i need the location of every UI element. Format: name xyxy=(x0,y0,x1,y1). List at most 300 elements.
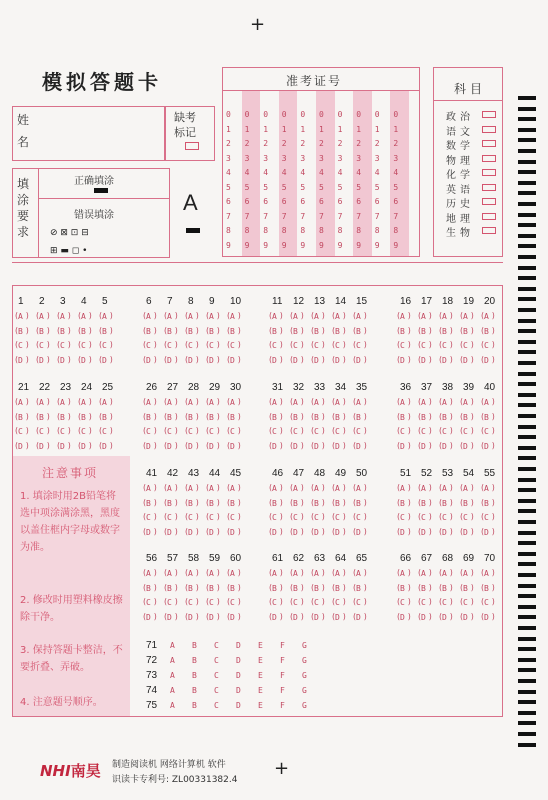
option-bubble[interactable]: A xyxy=(356,569,361,578)
option-bubble[interactable]: A xyxy=(146,312,151,321)
option-bubble[interactable]: C xyxy=(356,598,361,607)
option-bubble[interactable]: D xyxy=(335,355,340,365)
exam-digit-bubble[interactable]: 7 xyxy=(244,211,250,221)
option-bubble[interactable]: B xyxy=(230,498,235,508)
option-bubble[interactable]: A xyxy=(421,398,426,407)
option-bubble[interactable]: A xyxy=(39,312,44,321)
option-bubble[interactable]: A xyxy=(146,569,151,578)
option-bubble[interactable]: D xyxy=(236,701,241,710)
option-bubble[interactable]: D xyxy=(209,355,214,365)
exam-digit-bubble[interactable]: 4 xyxy=(337,168,343,177)
option-bubble[interactable]: B xyxy=(335,412,340,422)
option-bubble[interactable]: A xyxy=(60,398,65,407)
exam-digit-bubble[interactable]: 5 xyxy=(356,182,362,192)
option-bubble[interactable]: A xyxy=(188,398,193,407)
option-bubble[interactable]: A xyxy=(230,312,235,321)
option-bubble[interactable]: D xyxy=(335,612,340,622)
option-bubble[interactable]: D xyxy=(146,612,151,622)
option-bubble[interactable]: B xyxy=(484,412,489,422)
option-bubble[interactable]: C xyxy=(442,427,447,436)
option-bubble[interactable]: D xyxy=(272,355,277,365)
exam-digit-bubble[interactable]: 6 xyxy=(337,197,343,206)
exam-digit-bubble[interactable]: 9 xyxy=(356,240,362,250)
exam-digit-bubble[interactable]: 6 xyxy=(300,197,306,206)
exam-digit-bubble[interactable]: 5 xyxy=(337,182,343,192)
option-bubble[interactable]: D xyxy=(463,355,468,365)
option-bubble[interactable]: B xyxy=(146,326,151,336)
option-bubble[interactable]: A xyxy=(188,569,193,578)
option-bubble[interactable]: D xyxy=(442,612,447,622)
exam-digit-bubble[interactable]: 1 xyxy=(300,124,306,134)
option-bubble[interactable]: B xyxy=(209,498,214,508)
exam-digit-bubble[interactable]: 9 xyxy=(300,240,306,250)
option-bubble[interactable]: D xyxy=(81,355,86,365)
option-bubble[interactable]: F xyxy=(280,656,285,665)
exam-digit-bubble[interactable]: 2 xyxy=(356,139,362,148)
option-bubble[interactable]: B xyxy=(272,326,277,336)
exam-digit-bubble[interactable]: 4 xyxy=(300,168,306,177)
option-bubble[interactable]: A xyxy=(81,398,86,407)
option-bubble[interactable]: A xyxy=(463,312,468,321)
exam-digit-bubble[interactable]: 9 xyxy=(337,240,343,250)
option-bubble[interactable]: B xyxy=(484,498,489,508)
option-bubble[interactable]: D xyxy=(188,355,193,365)
option-bubble[interactable]: D xyxy=(188,612,193,622)
exam-digit-bubble[interactable]: 2 xyxy=(226,139,231,148)
option-bubble[interactable]: A xyxy=(442,484,447,493)
exam-digit-bubble[interactable]: 9 xyxy=(319,240,324,250)
option-bubble[interactable]: A xyxy=(230,569,235,578)
option-bubble[interactable]: C xyxy=(272,598,277,607)
option-bubble[interactable]: C xyxy=(335,427,340,436)
option-bubble[interactable]: B xyxy=(400,498,405,508)
option-bubble[interactable]: A xyxy=(421,312,426,321)
option-bubble[interactable]: D xyxy=(463,441,468,451)
option-bubble[interactable]: D xyxy=(356,527,361,537)
exam-digit-bubble[interactable]: 8 xyxy=(393,226,399,235)
option-bubble[interactable]: C xyxy=(188,598,193,607)
option-bubble[interactable]: A xyxy=(356,398,361,407)
option-bubble[interactable]: B xyxy=(421,498,426,508)
exam-digit-bubble[interactable]: 6 xyxy=(374,197,380,206)
option-bubble[interactable]: C xyxy=(293,513,298,522)
option-bubble[interactable]: A xyxy=(400,484,405,493)
option-bubble[interactable]: B xyxy=(356,326,361,336)
exam-digit-bubble[interactable]: 5 xyxy=(226,182,231,192)
exam-digit-bubble[interactable]: 8 xyxy=(337,226,343,235)
option-bubble[interactable]: B xyxy=(146,583,151,593)
option-bubble[interactable]: B xyxy=(442,326,447,336)
option-bubble[interactable]: B xyxy=(167,412,172,422)
option-bubble[interactable]: C xyxy=(167,513,172,522)
option-bubble[interactable]: A xyxy=(314,484,319,493)
option-bubble[interactable]: D xyxy=(421,612,426,622)
option-bubble[interactable]: D xyxy=(167,612,172,622)
option-bubble[interactable]: D xyxy=(188,441,193,451)
exam-digit-bubble[interactable]: 9 xyxy=(226,240,231,250)
exam-digit-bubble[interactable]: 8 xyxy=(244,226,250,235)
option-bubble[interactable]: C xyxy=(484,341,489,350)
exam-digit-bubble[interactable]: 3 xyxy=(393,153,399,163)
exam-digit-bubble[interactable]: 4 xyxy=(319,168,324,177)
option-bubble[interactable]: A xyxy=(209,312,214,321)
option-bubble[interactable]: A xyxy=(400,569,405,578)
option-bubble[interactable]: D xyxy=(293,527,298,537)
option-bubble[interactable]: A xyxy=(421,484,426,493)
option-bubble[interactable]: C xyxy=(293,427,298,436)
option-bubble[interactable]: D xyxy=(442,355,447,365)
option-bubble[interactable]: B xyxy=(81,412,86,422)
option-bubble[interactable]: G xyxy=(302,671,307,680)
exam-digit-bubble[interactable]: 3 xyxy=(226,153,231,163)
exam-digit-bubble[interactable]: 8 xyxy=(263,226,269,235)
option-bubble[interactable]: D xyxy=(230,441,235,451)
option-bubble[interactable]: B xyxy=(209,326,214,336)
exam-digit-bubble[interactable]: 4 xyxy=(244,168,250,177)
option-bubble[interactable]: C xyxy=(442,513,447,522)
option-bubble[interactable]: C xyxy=(335,341,340,350)
option-bubble[interactable]: D xyxy=(314,612,319,622)
option-bubble[interactable]: D xyxy=(102,355,107,365)
option-bubble[interactable]: F xyxy=(280,641,285,650)
option-bubble[interactable]: A xyxy=(39,398,44,407)
option-bubble[interactable]: A xyxy=(335,569,340,578)
exam-digit-bubble[interactable]: 3 xyxy=(281,153,287,163)
option-bubble[interactable]: C xyxy=(314,427,319,436)
option-bubble[interactable]: C xyxy=(463,341,468,350)
option-bubble[interactable]: A xyxy=(442,398,447,407)
exam-digit-bubble[interactable]: 3 xyxy=(374,153,380,163)
option-bubble[interactable]: A xyxy=(230,398,235,407)
option-bubble[interactable]: C xyxy=(272,427,277,436)
option-bubble[interactable]: B xyxy=(192,686,197,695)
option-bubble[interactable]: A xyxy=(230,484,235,493)
exam-digit-bubble[interactable]: 1 xyxy=(356,124,362,134)
exam-digit-bubble[interactable]: 3 xyxy=(300,153,306,163)
option-bubble[interactable]: E xyxy=(258,686,263,695)
option-bubble[interactable]: E xyxy=(258,656,263,665)
option-bubble[interactable]: D xyxy=(39,441,44,451)
exam-digit-bubble[interactable]: 4 xyxy=(356,168,362,177)
option-bubble[interactable]: D xyxy=(236,656,241,665)
option-bubble[interactable]: C xyxy=(209,427,214,436)
option-bubble[interactable]: B xyxy=(272,412,277,422)
option-bubble[interactable]: B xyxy=(400,412,405,422)
exam-digit-bubble[interactable]: 0 xyxy=(374,110,380,119)
option-bubble[interactable]: D xyxy=(484,612,489,622)
option-bubble[interactable]: D xyxy=(18,441,23,451)
option-bubble[interactable]: B xyxy=(421,326,426,336)
option-bubble[interactable]: C xyxy=(293,598,298,607)
exam-digit-bubble[interactable]: 2 xyxy=(300,139,306,148)
option-bubble[interactable]: D xyxy=(146,441,151,451)
option-bubble[interactable]: B xyxy=(18,326,23,336)
option-bubble[interactable]: B xyxy=(146,412,151,422)
option-bubble[interactable]: D xyxy=(484,441,489,451)
option-bubble[interactable]: C xyxy=(81,427,86,436)
option-bubble[interactable]: C xyxy=(335,598,340,607)
option-bubble[interactable]: B xyxy=(102,326,107,336)
option-bubble[interactable]: D xyxy=(421,441,426,451)
option-bubble[interactable]: B xyxy=(60,412,65,422)
option-bubble[interactable]: C xyxy=(214,656,219,665)
option-bubble[interactable]: D xyxy=(230,612,235,622)
option-bubble[interactable]: D xyxy=(442,441,447,451)
exam-digit-bubble[interactable]: 7 xyxy=(300,211,306,221)
option-bubble[interactable]: C xyxy=(314,513,319,522)
exam-digit-bubble[interactable]: 9 xyxy=(244,240,250,250)
option-bubble[interactable]: B xyxy=(314,412,319,422)
exam-digit-bubble[interactable]: 5 xyxy=(393,182,399,192)
option-bubble[interactable]: B xyxy=(314,498,319,508)
option-bubble[interactable]: C xyxy=(39,341,44,350)
option-bubble[interactable]: F xyxy=(280,686,285,695)
option-bubble[interactable]: C xyxy=(18,427,23,436)
option-bubble[interactable]: A xyxy=(102,312,107,321)
option-bubble[interactable]: D xyxy=(209,441,214,451)
exam-digit-bubble[interactable]: 1 xyxy=(281,124,287,134)
option-bubble[interactable]: B xyxy=(102,412,107,422)
exam-digit-bubble[interactable]: 1 xyxy=(244,124,250,134)
option-bubble[interactable]: D xyxy=(314,355,319,365)
option-bubble[interactable]: D xyxy=(356,612,361,622)
exam-digit-bubble[interactable]: 0 xyxy=(319,110,324,119)
option-bubble[interactable]: B xyxy=(209,412,214,422)
option-bubble[interactable]: C xyxy=(272,341,277,350)
option-bubble[interactable]: A xyxy=(81,312,86,321)
exam-digit-bubble[interactable]: 8 xyxy=(356,226,362,235)
exam-digit-bubble[interactable]: 0 xyxy=(226,110,231,119)
option-bubble[interactable]: D xyxy=(188,527,193,537)
option-bubble[interactable]: C xyxy=(230,341,235,350)
option-bubble[interactable]: A xyxy=(18,398,23,407)
option-bubble[interactable]: D xyxy=(167,355,172,365)
option-bubble[interactable]: B xyxy=(356,583,361,593)
exam-digit-bubble[interactable]: 6 xyxy=(226,197,231,206)
exam-digit-bubble[interactable]: 6 xyxy=(263,197,269,206)
option-bubble[interactable]: B xyxy=(442,583,447,593)
option-bubble[interactable]: C xyxy=(421,513,426,522)
option-bubble[interactable]: A xyxy=(167,398,172,407)
exam-digit-bubble[interactable]: 8 xyxy=(374,226,380,235)
option-bubble[interactable]: A xyxy=(293,484,298,493)
option-bubble[interactable]: A xyxy=(463,398,468,407)
option-bubble[interactable]: B xyxy=(314,326,319,336)
exam-digit-bubble[interactable]: 0 xyxy=(263,110,269,119)
option-bubble[interactable]: C xyxy=(230,598,235,607)
option-bubble[interactable]: A xyxy=(314,569,319,578)
option-bubble[interactable]: A xyxy=(167,312,172,321)
option-bubble[interactable]: D xyxy=(463,527,468,537)
option-bubble[interactable]: B xyxy=(18,412,23,422)
option-bubble[interactable]: B xyxy=(356,498,361,508)
exam-digit-bubble[interactable]: 6 xyxy=(393,197,399,206)
option-bubble[interactable]: D xyxy=(314,441,319,451)
option-bubble[interactable]: B xyxy=(335,583,340,593)
exam-digit-bubble[interactable]: 8 xyxy=(281,226,287,235)
exam-digit-bubble[interactable]: 9 xyxy=(393,240,399,250)
exam-digit-bubble[interactable]: 1 xyxy=(393,124,399,134)
option-bubble[interactable]: B xyxy=(39,326,44,336)
option-bubble[interactable]: C xyxy=(188,513,193,522)
option-bubble[interactable]: G xyxy=(302,701,307,710)
option-bubble[interactable]: B xyxy=(421,583,426,593)
option-bubble[interactable]: D xyxy=(293,612,298,622)
option-bubble[interactable]: D xyxy=(146,527,151,537)
option-bubble[interactable]: B xyxy=(335,326,340,336)
exam-digit-bubble[interactable]: 6 xyxy=(356,197,362,206)
exam-digit-bubble[interactable]: 7 xyxy=(374,211,380,221)
option-bubble[interactable]: B xyxy=(293,583,298,593)
option-bubble[interactable]: B xyxy=(188,326,193,336)
option-bubble[interactable]: D xyxy=(293,441,298,451)
option-bubble[interactable]: D xyxy=(400,441,405,451)
option-bubble[interactable]: G xyxy=(302,656,307,665)
option-bubble[interactable]: C xyxy=(146,513,151,522)
exam-digit-bubble[interactable]: 0 xyxy=(300,110,306,119)
option-bubble[interactable]: C xyxy=(102,341,107,350)
option-bubble[interactable]: A xyxy=(167,484,172,493)
exam-digit-bubble[interactable]: 6 xyxy=(281,197,287,206)
option-bubble[interactable]: G xyxy=(302,641,307,650)
option-bubble[interactable]: A xyxy=(293,569,298,578)
option-bubble[interactable]: A xyxy=(442,569,447,578)
option-bubble[interactable]: A xyxy=(272,312,277,321)
option-bubble[interactable]: B xyxy=(293,412,298,422)
exam-digit-bubble[interactable]: 5 xyxy=(263,182,269,192)
option-bubble[interactable]: A xyxy=(484,569,489,578)
option-bubble[interactable]: A xyxy=(188,484,193,493)
option-bubble[interactable]: C xyxy=(400,341,405,350)
option-bubble[interactable]: B xyxy=(335,498,340,508)
option-bubble[interactable]: B xyxy=(463,583,468,593)
option-bubble[interactable]: B xyxy=(188,498,193,508)
exam-digit-bubble[interactable]: 1 xyxy=(226,124,231,134)
option-bubble[interactable]: B xyxy=(463,498,468,508)
option-bubble[interactable]: C xyxy=(442,598,447,607)
option-bubble[interactable]: A xyxy=(170,701,175,710)
option-bubble[interactable]: D xyxy=(484,355,489,365)
option-bubble[interactable]: D xyxy=(209,612,214,622)
option-bubble[interactable]: D xyxy=(146,355,151,365)
option-bubble[interactable]: B xyxy=(400,583,405,593)
option-bubble[interactable]: B xyxy=(167,583,172,593)
exam-digit-bubble[interactable]: 9 xyxy=(281,240,287,250)
option-bubble[interactable]: C xyxy=(81,341,86,350)
exam-digit-bubble[interactable]: 0 xyxy=(356,110,362,119)
exam-digit-bubble[interactable]: 7 xyxy=(281,211,287,221)
option-bubble[interactable]: C xyxy=(230,427,235,436)
option-bubble[interactable]: B xyxy=(209,583,214,593)
option-bubble[interactable]: F xyxy=(280,671,285,680)
option-bubble[interactable]: A xyxy=(272,398,277,407)
option-bubble[interactable]: B xyxy=(293,498,298,508)
option-bubble[interactable]: D xyxy=(421,355,426,365)
option-bubble[interactable]: A xyxy=(463,569,468,578)
option-bubble[interactable]: D xyxy=(442,527,447,537)
option-bubble[interactable]: D xyxy=(335,441,340,451)
option-bubble[interactable]: C xyxy=(60,341,65,350)
exam-digit-bubble[interactable]: 3 xyxy=(337,153,343,163)
exam-digit-bubble[interactable]: 0 xyxy=(393,110,399,119)
exam-digit-bubble[interactable]: 2 xyxy=(319,139,324,148)
option-bubble[interactable]: B xyxy=(188,412,193,422)
exam-digit-bubble[interactable]: 3 xyxy=(244,153,250,163)
option-bubble[interactable]: D xyxy=(102,441,107,451)
option-bubble[interactable]: A xyxy=(356,312,361,321)
option-bubble[interactable]: C xyxy=(209,513,214,522)
option-bubble[interactable]: A xyxy=(170,656,175,665)
option-bubble[interactable]: B xyxy=(442,412,447,422)
option-bubble[interactable]: A xyxy=(272,569,277,578)
option-bubble[interactable]: C xyxy=(421,341,426,350)
option-bubble[interactable]: C xyxy=(167,341,172,350)
option-bubble[interactable]: B xyxy=(230,412,235,422)
exam-digit-bubble[interactable]: 8 xyxy=(300,226,306,235)
option-bubble[interactable]: C xyxy=(400,427,405,436)
option-bubble[interactable]: B xyxy=(293,326,298,336)
option-bubble[interactable]: C xyxy=(421,427,426,436)
absent-bubble[interactable] xyxy=(185,142,199,150)
option-bubble[interactable]: A xyxy=(314,312,319,321)
exam-digit-bubble[interactable]: 3 xyxy=(356,153,362,163)
exam-digit-bubble[interactable]: 3 xyxy=(263,153,269,163)
option-bubble[interactable]: C xyxy=(102,427,107,436)
name-box[interactable] xyxy=(12,106,165,161)
option-bubble[interactable]: C xyxy=(272,513,277,522)
option-bubble[interactable]: C xyxy=(442,341,447,350)
option-bubble[interactable]: B xyxy=(192,641,197,650)
exam-digit-bubble[interactable]: 4 xyxy=(263,168,269,177)
option-bubble[interactable]: C xyxy=(421,598,426,607)
option-bubble[interactable]: G xyxy=(302,686,307,695)
option-bubble[interactable]: A xyxy=(209,398,214,407)
option-bubble[interactable]: B xyxy=(192,656,197,665)
option-bubble[interactable]: A xyxy=(170,686,175,695)
option-bubble[interactable]: A xyxy=(400,312,405,321)
option-bubble[interactable]: A xyxy=(314,398,319,407)
option-bubble[interactable]: D xyxy=(81,441,86,451)
option-bubble[interactable]: D xyxy=(230,355,235,365)
option-bubble[interactable]: A xyxy=(272,484,277,493)
option-bubble[interactable]: C xyxy=(146,598,151,607)
option-bubble[interactable]: D xyxy=(356,441,361,451)
option-bubble[interactable]: A xyxy=(170,641,175,650)
exam-digit-bubble[interactable]: 0 xyxy=(244,110,250,119)
option-bubble[interactable]: D xyxy=(272,527,277,537)
exam-digit-bubble[interactable]: 9 xyxy=(374,240,380,250)
option-bubble[interactable]: A xyxy=(442,312,447,321)
option-bubble[interactable]: D xyxy=(400,612,405,622)
exam-digit-bubble[interactable]: 7 xyxy=(356,211,362,221)
option-bubble[interactable]: D xyxy=(230,527,235,537)
option-bubble[interactable]: C xyxy=(167,427,172,436)
option-bubble[interactable]: A xyxy=(209,569,214,578)
option-bubble[interactable]: C xyxy=(230,513,235,522)
option-bubble[interactable]: D xyxy=(39,355,44,365)
exam-digit-bubble[interactable]: 2 xyxy=(281,139,287,148)
exam-digit-bubble[interactable]: 2 xyxy=(263,139,269,148)
option-bubble[interactable]: D xyxy=(167,527,172,537)
option-bubble[interactable]: C xyxy=(214,671,219,680)
option-bubble[interactable]: B xyxy=(39,412,44,422)
option-bubble[interactable]: C xyxy=(60,427,65,436)
option-bubble[interactable]: B xyxy=(400,326,405,336)
exam-digit-bubble[interactable]: 3 xyxy=(319,153,324,163)
option-bubble[interactable]: A xyxy=(146,398,151,407)
option-bubble[interactable]: C xyxy=(18,341,23,350)
option-bubble[interactable]: D xyxy=(400,527,405,537)
